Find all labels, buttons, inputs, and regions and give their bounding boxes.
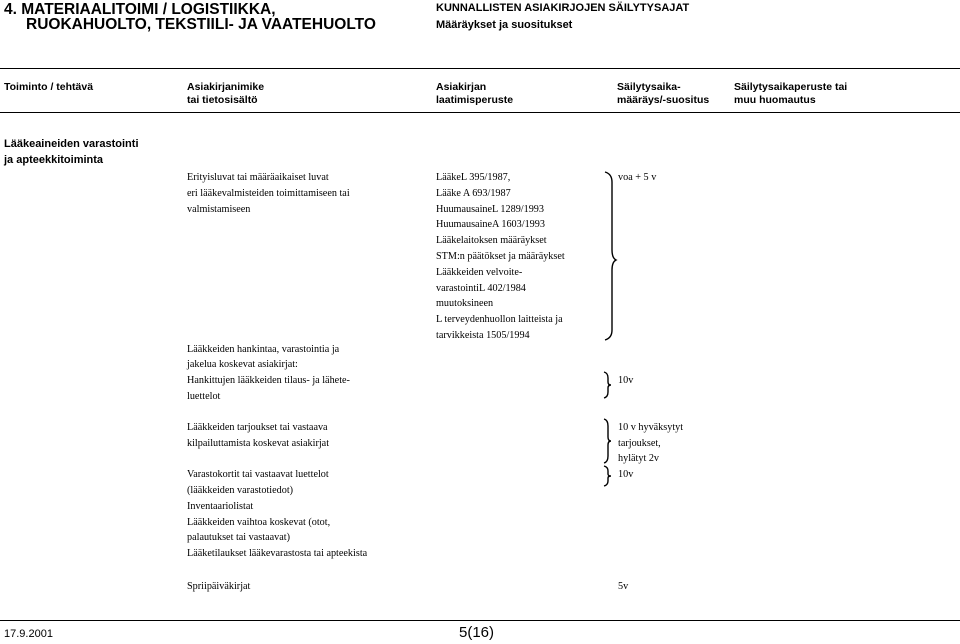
header-rule-top bbox=[0, 68, 960, 69]
row2-doc-line1: Lääkkeiden hankintaa, varastointia ja bbox=[187, 344, 340, 355]
row3-doc-line2: kilpailuttamista koskevat asiakirjat bbox=[187, 438, 330, 449]
row1-retention: voa + 5 v bbox=[618, 172, 657, 183]
col-header-basis-l1: Asiakirjan bbox=[436, 81, 487, 93]
row1-basis-line8: varastointiL 402/1984 bbox=[436, 283, 526, 294]
chapter-title-line2: RUOKAHUOLTO, TEKSTIILI- JA VAATEHUOLTO bbox=[26, 16, 376, 33]
col-header-note-l2: muu huomautus bbox=[734, 94, 816, 106]
row4-doc-line2: (lääkkeiden varastotiedot) bbox=[187, 485, 294, 496]
row2-doc-line4: luettelot bbox=[187, 391, 221, 402]
row1-basis-line9: muutoksineen bbox=[436, 298, 494, 309]
row2-doc-line3: Hankittujen lääkkeiden tilaus- ja lähete- bbox=[187, 375, 350, 386]
section-title-line2: ja apteekkitoiminta bbox=[4, 154, 104, 166]
row1-basis-line3: HuumausaineL 1289/1993 bbox=[436, 204, 544, 215]
row1-basis-line1: LääkeL 395/1987, bbox=[436, 172, 511, 183]
section-title-line1: Lääkeaineiden varastointi bbox=[4, 138, 139, 150]
row4-doc-line4: Lääkkeiden vaihtoa koskevat (otot, bbox=[187, 517, 331, 528]
row3-retention-line1: 10 v hyväksytyt bbox=[618, 422, 684, 433]
row2-brace bbox=[600, 370, 616, 400]
footer-rule bbox=[0, 620, 960, 621]
row1-brace bbox=[600, 168, 620, 348]
row4-retention: 10v bbox=[618, 469, 634, 480]
col-header-retention-l2: määräys/-suositus bbox=[617, 94, 710, 106]
col-header-note-l1: Säilytysaikaperuste tai bbox=[734, 81, 848, 93]
row1-doc-line1: Erityisluvat tai määräaikaiset luvat bbox=[187, 172, 329, 183]
row1-basis-line10: L terveydenhuollon laitteista ja bbox=[436, 314, 563, 325]
row1-basis-line11: tarvikkeista 1505/1994 bbox=[436, 330, 530, 341]
col-header-document-l2: tai tietosisältö bbox=[187, 94, 258, 106]
chapter-title-line1: 4. MATERIAALITOIMI / LOGISTIIKKA, bbox=[4, 1, 276, 18]
row2-doc-line2: jakelua koskevat asiakirjat: bbox=[187, 359, 298, 370]
row1-doc-line3: valmistamiseen bbox=[187, 204, 251, 215]
row4-doc-line5: palautukset tai vastaavat) bbox=[187, 532, 290, 543]
row1-basis-line2: Lääke A 693/1987 bbox=[436, 188, 511, 199]
col-header-document-l1: Asiakirjanimike bbox=[187, 81, 265, 93]
col-header-function: Toiminto / tehtävä bbox=[4, 81, 94, 93]
document-subtitle: Määräykset ja suositukset bbox=[436, 19, 573, 31]
row1-basis-line4: HuumausaineA 1603/1993 bbox=[436, 219, 545, 230]
col-header-basis-l2: laatimisperuste bbox=[436, 94, 514, 106]
row4-doc-line1: Varastokortit tai vastaavat luettelot bbox=[187, 469, 329, 480]
row3-retention-line2: tarjoukset, bbox=[618, 438, 661, 449]
page-number: 5(16) bbox=[459, 624, 495, 641]
col-header-retention-l1: Säilytysaika- bbox=[617, 81, 681, 93]
row3-brace bbox=[600, 417, 616, 465]
row2-retention: 10v bbox=[618, 375, 634, 386]
footer-date: 17.9.2001 bbox=[4, 628, 53, 640]
row5-doc: Spriipäiväkirjat bbox=[187, 581, 251, 592]
row1-doc-line2: eri lääkevalmisteiden toimittamiseen tai bbox=[187, 188, 350, 199]
row1-basis-line7: Lääkkeiden velvoite- bbox=[436, 267, 523, 278]
header-rule-bottom bbox=[0, 112, 960, 113]
row4-doc-line3: Inventaariolistat bbox=[187, 501, 254, 512]
document-title: KUNNALLISTEN ASIAKIRJOJEN SÄILYTYSAJAT bbox=[436, 2, 690, 14]
row4-doc-line6: Lääketilaukset lääkevarastosta tai apteekista bbox=[187, 548, 368, 559]
row5-retention: 5v bbox=[618, 581, 629, 592]
row3-doc-line1: Lääkkeiden tarjoukset tai vastaava bbox=[187, 422, 328, 433]
row4-brace bbox=[600, 464, 616, 488]
row3-retention-line3: hylätyt 2v bbox=[618, 453, 660, 464]
row1-basis-line6: STM:n päätökset ja määräykset bbox=[436, 251, 565, 262]
row1-basis-line5: Lääkelaitoksen määräykset bbox=[436, 235, 547, 246]
